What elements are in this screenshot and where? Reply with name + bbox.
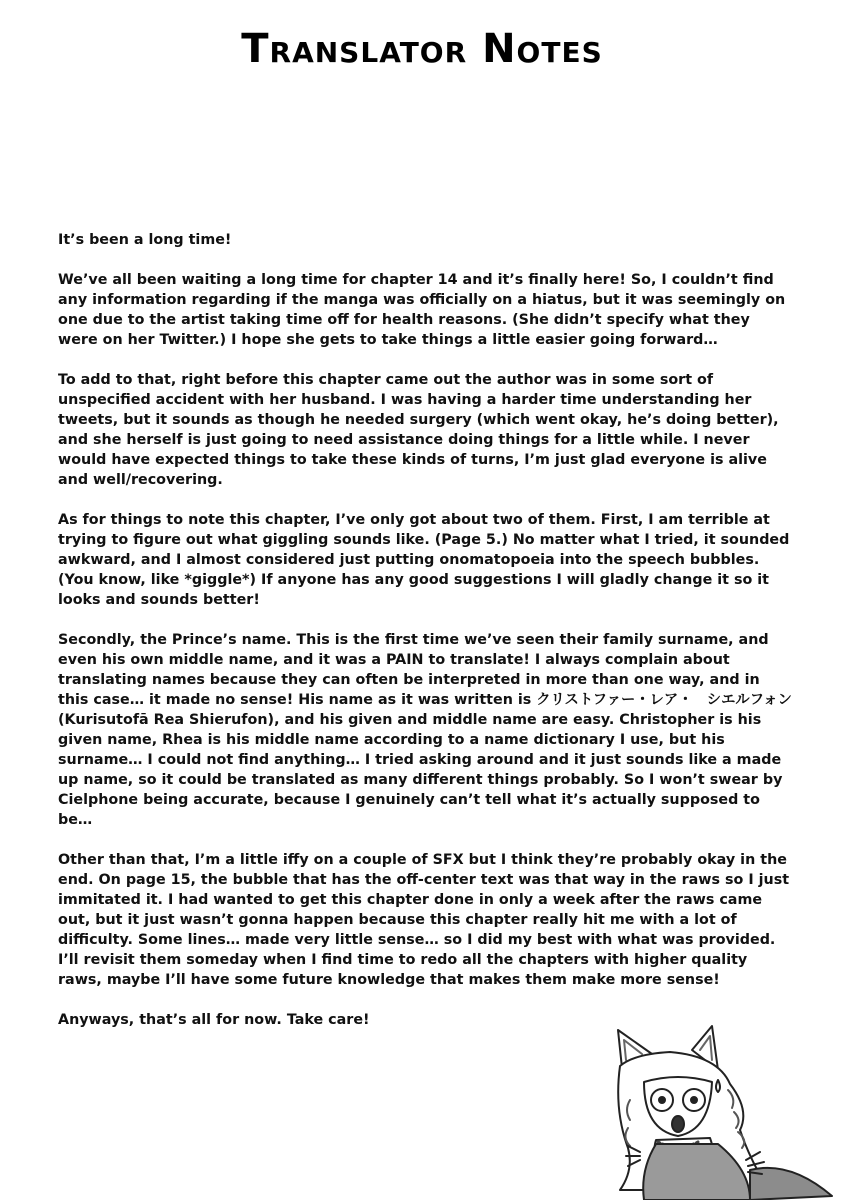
note-paragraph-greeting: It’s been a long time!	[58, 232, 232, 248]
surprised-cat-girl-illustration	[600, 1020, 844, 1200]
note-paragraph-accident: To add to that, right before this chapter came out the author was in some sort of unspecified accident with her husband. I was having a harder time understanding her tweets, but it sounds as though he needed surgery (which went okay, he’s doing better), and she herself is just going to need assistance doing things for a little while. I never would have expected things to take these kinds of turns, I’m just glad everyone is alive and well/recovering.	[58, 372, 779, 488]
note-paragraph-hiatus: We’ve all been waiting a long time for chapter 14 and it’s finally here! So, I couldn’t find any information regarding if the manga was officially on a hiatus, but it was seemingly on one due to the artist taking time off for health reasons. (She didn’t specify what they were on her Twitter.) I hope she gets to take things a little easier going forward…	[58, 272, 786, 348]
translator-notes-body	[58, 230, 793, 1050]
note-paragraph-prince-name: Secondly, the Prince’s name. This is the first time we’ve seen their family surname, and even his own middle name, and it was a PAIN to translate! I always complain about translating names because they can often be interpreted in more than one way, and in this case… it made no sense! His name as it was written is クリストファー・レア・ シエルフォン (Kurisutofā Rea Shierufon), and his given and middle name are easy. Christopher is his given name, Rhea is his middle name according to a name dictionary I use, but his surname… I could not find anything… I tried asking around and it just sounds like a made up name, so it could be translated as many different things probably. So I won’t swear by Cielphone being accurate, because I genuinely can’t tell what it’s actually supposed to be…	[58, 632, 792, 828]
note-paragraph-sfx: Other than that, I’m a little iffy on a couple of SFX but I think they’re probably okay in the end. On page 15, the bubble that has the off-center text was that way in the raws so I just immitated it. I had wanted to get this chapter done in only a week after the raws came out, but it just wasn’t gonna happen because this chapter really hit me with a lot of difficulty. Some lines… made very little sense… so I did my best with what was provided. I’ll revisit them someday when I find time to redo all the chapters with higher quality raws, maybe I’ll have some future knowledge that makes them make more sense!	[58, 852, 790, 988]
note-paragraph-giggle: As for things to note this chapter, I’ve only got about two of them. First, I am terrible at trying to figure out what giggling sounds like. (Page 5.) No matter what I tried, it sounded awkward, and I almost considered just putting onomatopoeia into the speech bubbles. (You know, like *giggle*) If anyone has any good suggestions I will gladly change it so it looks and sounds better!	[58, 512, 790, 608]
page-title: Translator Notes	[241, 26, 603, 72]
note-paragraph-signoff: Anyways, that’s all for now. Take care!	[58, 1012, 370, 1028]
